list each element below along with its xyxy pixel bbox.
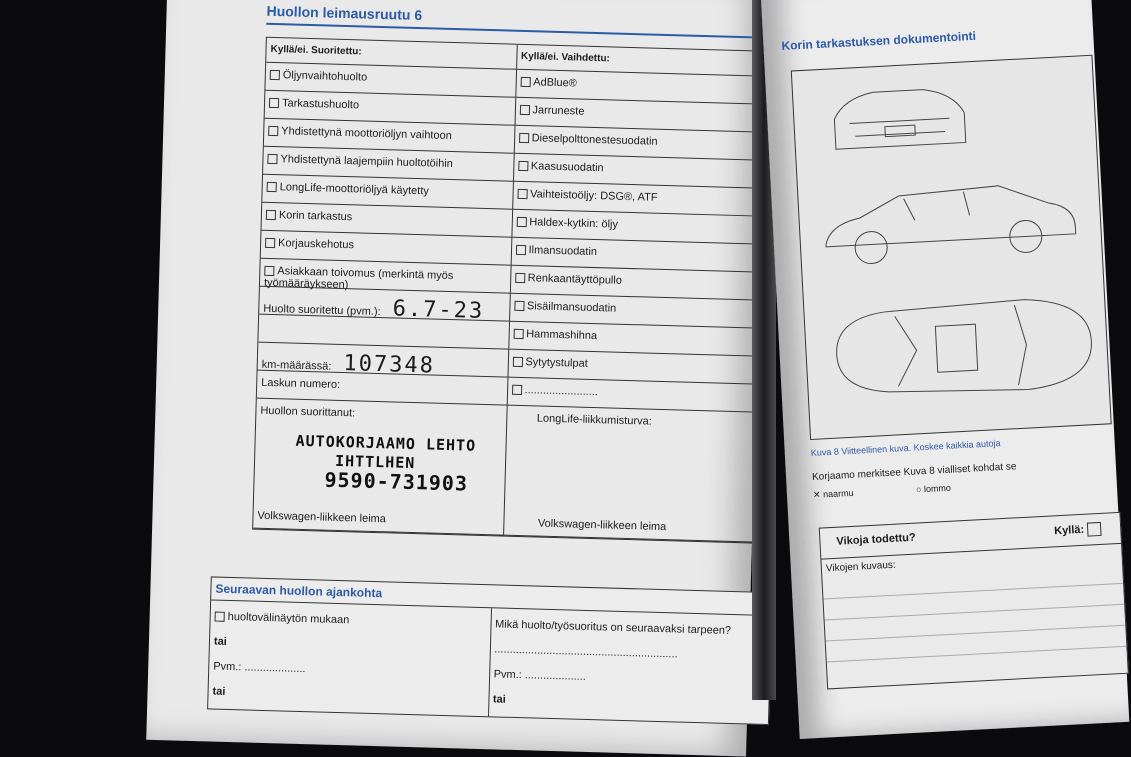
- stamp-line: 9590-731903: [324, 467, 469, 496]
- replaced-label: Renkaantäyttöpullo: [527, 272, 623, 287]
- next-service-left: [208, 600, 491, 716]
- checkbox[interactable]: [515, 273, 525, 283]
- checklist-rows: [257, 63, 766, 413]
- checkbox[interactable]: [267, 154, 277, 164]
- stamp-row: [253, 399, 756, 543]
- next-service-line: Pvm.: ....................: [213, 660, 306, 676]
- car-diagram-box: [791, 55, 1112, 440]
- dealer-stamp-label: Volkswagen-liikkeen leima: [257, 509, 387, 526]
- car-side-icon: [818, 172, 1082, 275]
- checkbox[interactable]: [516, 217, 526, 227]
- replaced-label: Haldex-kytkin: öljy: [529, 216, 619, 231]
- stamp-line: AUTOKORJAAMO LEHTO: [295, 431, 477, 455]
- dealer-stamp-label-right: Volkswagen-liikkeen leima: [537, 517, 667, 534]
- stamp-cell: [253, 399, 507, 536]
- next-service-line: ............................................................: [494, 643, 678, 661]
- yes-option: Kyllä:: [1054, 522, 1105, 539]
- checkbox[interactable]: [515, 245, 525, 255]
- checkbox[interactable]: [514, 301, 524, 311]
- marking-instructions: Korjaamo merkitsee Kuva 8 vialliset kohdat se: [811, 461, 1017, 483]
- handwritten-value: 6.7-23: [392, 296, 485, 324]
- performed-label: LongLife-moottoriöljyä käytetty: [279, 181, 429, 198]
- dent-mark-icon: ○: [915, 484, 922, 495]
- checkbox[interactable]: [265, 238, 275, 248]
- replaced-label: AdBlue®: [533, 76, 577, 90]
- next-service-line: Pvm.: ....................: [493, 668, 587, 683]
- scratch-mark-icon: ✕: [812, 489, 821, 500]
- car-top-icon: [824, 286, 1099, 410]
- defects-question: Vikoja todettu?: [836, 531, 916, 548]
- replaced-label: Kaasusuodatin: [530, 160, 604, 175]
- performed-label: Laskun numero:: [261, 376, 341, 391]
- checkbox[interactable]: [266, 210, 276, 220]
- car-rear-icon: [812, 72, 986, 171]
- next-service-line: tai: [212, 685, 226, 698]
- checkbox[interactable]: [215, 612, 225, 622]
- checkbox[interactable]: [269, 98, 279, 108]
- performed-label: Tarkastushuolto: [281, 97, 360, 112]
- longlife-label: LongLife-liikkumisturva:: [536, 412, 652, 428]
- stamp-line: IHTTLHEN: [334, 451, 416, 473]
- next-service-right: [489, 608, 771, 724]
- performed-label: Korin tarkastus: [278, 209, 353, 224]
- checkbox[interactable]: [513, 329, 523, 339]
- defect-description-label: Vikojen kuvaus:: [825, 559, 896, 575]
- replaced-label: ........................: [524, 384, 599, 399]
- replaced-label: Vaihteistoöljy: DSG®, ATF: [529, 188, 658, 204]
- service-done-by-label: Huollon suorittanut:: [260, 404, 356, 420]
- performed-label: Asiakkaan toivomus (merkintä myös työmääräykseen): [263, 265, 454, 292]
- stamp: [294, 432, 476, 494]
- performed-label: km-määrässä:: [261, 358, 332, 373]
- replaced-label: Hammashihna: [526, 328, 598, 343]
- title-underline: [266, 23, 766, 39]
- checkbox[interactable]: [518, 161, 528, 171]
- performed-label: Huolto suoritettu (pvm.):: [263, 302, 381, 319]
- handwritten-value: 107348: [343, 351, 436, 379]
- performed-label: Yhdistettynä moottoriöljyn vaihtoon: [281, 125, 452, 142]
- checkbox[interactable]: [268, 126, 278, 136]
- replaced-label: Ilmansuodatin: [528, 244, 598, 259]
- description-lines: [822, 563, 1126, 663]
- figure-caption: Kuva 8 Viitteellinen kuva. Koskee kaikkia autoja: [810, 438, 1001, 458]
- next-service-title: Seuraavan huollon ajankohta: [211, 577, 771, 616]
- next-service-line: Mikä huolto/työsuoritus on seuraavaksi tarpeen?: [494, 618, 732, 637]
- right-page-title: Korin tarkastuksen dokumentointi: [781, 28, 977, 53]
- next-service-section: [207, 576, 772, 725]
- performed-label: Yhdistettynä laajempiin huoltotöihin: [280, 153, 454, 171]
- defect-box: [819, 512, 1129, 690]
- checkbox[interactable]: [519, 105, 529, 115]
- next-service-line: tai: [492, 693, 506, 706]
- replaced-label: Jarruneste: [532, 104, 585, 118]
- next-service-line: tai: [213, 635, 227, 648]
- page-title: Huollon leimausruutu 6: [266, 2, 423, 24]
- replaced-label: Dieselpolttonestesuodatin: [531, 132, 658, 148]
- replaced-label: Sisäilmansuodatin: [526, 300, 617, 315]
- performed-label: Korjauskehotus: [277, 237, 355, 252]
- checkbox[interactable]: [517, 189, 527, 199]
- service-checklist: [252, 37, 768, 544]
- checkbox[interactable]: [519, 133, 529, 143]
- checkbox[interactable]: [270, 70, 280, 80]
- legend-dent: lommo: [923, 482, 952, 495]
- replaced-label: Sytytystulpat: [525, 356, 588, 370]
- legend-scratch: naarmu: [822, 487, 854, 500]
- checkbox[interactable]: [511, 385, 521, 395]
- right-page: [760, 0, 1129, 739]
- next-service-line: huoltovälinäytön mukaan: [214, 605, 486, 638]
- performed-label: Öljynvaihtohuolto: [282, 69, 368, 84]
- legend: [813, 483, 951, 501]
- checkbox[interactable]: [512, 357, 522, 367]
- checkbox[interactable]: [520, 77, 530, 87]
- checkbox[interactable]: [264, 266, 274, 276]
- yes-checkbox[interactable]: [1087, 522, 1102, 537]
- left-page: [146, 0, 768, 756]
- replaced-header: Kyllä/ei. Vaihdettu:: [520, 50, 610, 65]
- checkbox[interactable]: [267, 182, 277, 192]
- performed-header: Kyllä/ei. Suoritettu:: [266, 38, 517, 69]
- longlife-cell: [504, 406, 757, 543]
